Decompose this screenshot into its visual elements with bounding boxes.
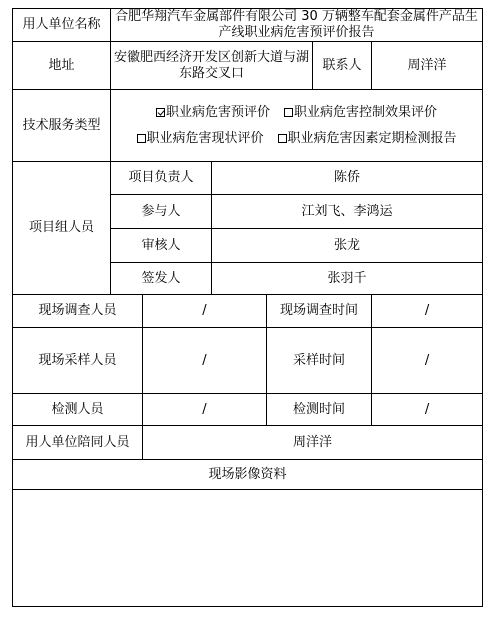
unit-name-value: 合肥华翔汽车金属部件有限公司 30 万辆整车配套金属件产品生产线职业病危害预评价报告 bbox=[111, 9, 483, 42]
option-control-effect-evaluation[interactable]: 职业病危害控制效果评价 bbox=[284, 105, 437, 121]
option-pre-evaluation[interactable]: 职业病危害预评价 bbox=[156, 105, 270, 121]
site-images-area bbox=[13, 490, 483, 607]
testing-time-label: 检测时间 bbox=[267, 394, 372, 426]
team-role: 审核人 bbox=[111, 229, 212, 263]
sampling-time-label: 采样时间 bbox=[267, 328, 372, 394]
unchecked-checkbox-icon[interactable] bbox=[278, 134, 287, 143]
contact-value: 周洋洋 bbox=[372, 42, 483, 90]
team-member: 张羽千 bbox=[212, 263, 483, 295]
site-images-heading: 现场影像资料 bbox=[13, 460, 483, 490]
service-type-options bbox=[111, 90, 483, 162]
contact-label: 联系人 bbox=[313, 42, 372, 90]
survey-time-value: / bbox=[372, 295, 483, 328]
unit-name-label: 用人单位名称 bbox=[13, 9, 111, 42]
team-member: 江刘飞、李鸿运 bbox=[212, 195, 483, 229]
address-value: 安徽肥西经济开发区创新大道与湖东路交叉口 bbox=[111, 42, 313, 90]
service-type-label: 技术服务类型 bbox=[13, 90, 111, 162]
team-role: 项目负责人 bbox=[111, 162, 212, 195]
survey-time-label: 现场调查时间 bbox=[267, 295, 372, 328]
team-role: 参与人 bbox=[111, 195, 212, 229]
unchecked-checkbox-icon[interactable] bbox=[137, 134, 146, 143]
project-team-label: 项目组人员 bbox=[13, 162, 111, 295]
testing-people-value: / bbox=[143, 394, 267, 426]
sampling-time-value: / bbox=[372, 328, 483, 394]
option-periodic-testing-report[interactable]: 职业病危害因素定期检测报告 bbox=[278, 131, 457, 147]
address-label: 地址 bbox=[13, 42, 111, 90]
unchecked-checkbox-icon[interactable] bbox=[284, 108, 293, 117]
survey-people-label: 现场调查人员 bbox=[13, 295, 143, 328]
testing-people-label: 检测人员 bbox=[13, 394, 143, 426]
escort-people-label: 用人单位陪同人员 bbox=[13, 426, 143, 460]
team-member: 张龙 bbox=[212, 229, 483, 263]
team-role: 签发人 bbox=[111, 263, 212, 295]
testing-time-value: / bbox=[372, 394, 483, 426]
option-status-evaluation[interactable]: 职业病危害现状评价 bbox=[137, 131, 264, 147]
survey-people-value: / bbox=[143, 295, 267, 328]
report-info-table bbox=[12, 8, 483, 607]
checked-checkbox-icon[interactable] bbox=[156, 108, 165, 117]
team-member: 陈侨 bbox=[212, 162, 483, 195]
sampling-people-label: 现场采样人员 bbox=[13, 328, 143, 394]
sampling-people-value: / bbox=[143, 328, 267, 394]
escort-people-value: 周洋洋 bbox=[143, 426, 483, 460]
